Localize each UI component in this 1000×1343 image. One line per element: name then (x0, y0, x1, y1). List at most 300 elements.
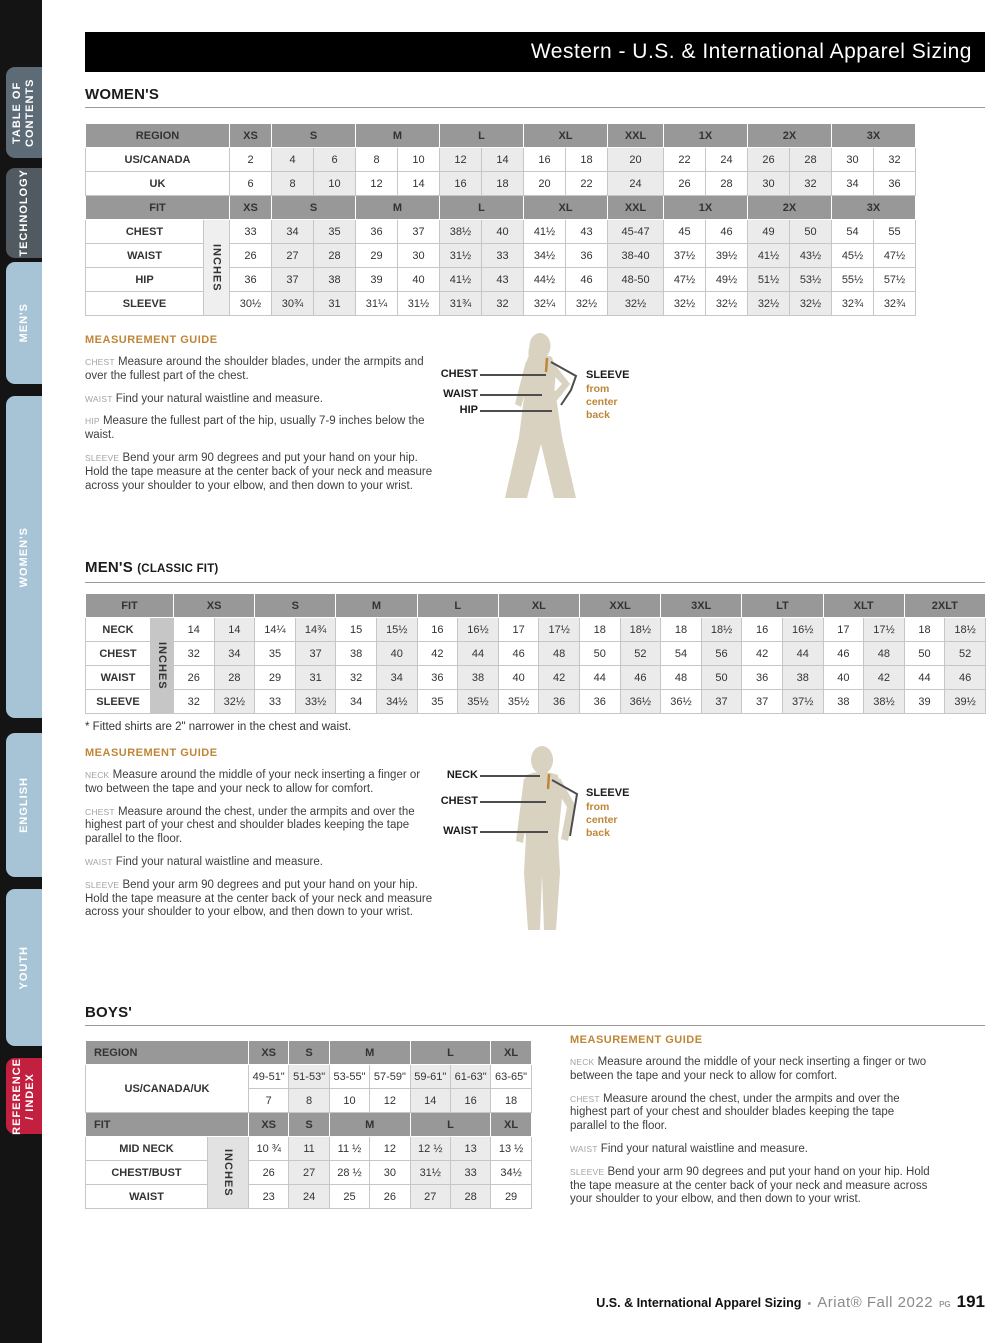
size-group-header: M (336, 594, 417, 618)
size-cell: 17½ (539, 618, 580, 642)
row-label: US/CANADA (86, 148, 230, 172)
sleeve-note-line: from (586, 801, 610, 813)
sleeve-note-line: center (586, 814, 618, 826)
size-cell: 22 (664, 148, 706, 172)
size-cell: 36 (230, 268, 272, 292)
size-cell: 48 (539, 642, 580, 666)
size-cell: 38½ (864, 690, 905, 714)
figure-label: NECK (446, 769, 478, 781)
sleeve-note (586, 383, 618, 422)
size-cell: 33 (230, 220, 272, 244)
sidebar-tab-men-s (6, 262, 42, 384)
size-cell: 32½ (566, 292, 608, 316)
sidebar (0, 0, 42, 1343)
size-cell: 29 (491, 1185, 531, 1209)
measurement-term: WAIST (570, 1143, 598, 1154)
size-group-header: XL (524, 196, 608, 220)
sidebar-tab-table-of-contents (6, 67, 42, 158)
measurement-term: SLEEVE (570, 1166, 605, 1177)
size-cell: 40 (398, 268, 440, 292)
sleeve-label: SLEEVE (586, 787, 630, 799)
size-cell: 32 (336, 666, 377, 690)
size-cell: 30 (398, 244, 440, 268)
size-group-header: L (440, 196, 524, 220)
figure-label: CHEST (440, 795, 478, 807)
size-cell: 34 (214, 642, 255, 666)
sleeve-label: SLEEVE (586, 369, 630, 381)
size-cell: 47½ (664, 268, 706, 292)
size-cell: 32 (174, 690, 215, 714)
table-row (86, 220, 916, 244)
measurement-term: HIP (85, 416, 100, 427)
size-group-header: XXL (608, 124, 664, 148)
table-row (86, 618, 986, 642)
size-cell: 18½ (620, 618, 661, 642)
row-label: NECK (86, 618, 151, 642)
size-cell: 27 (289, 1161, 329, 1185)
size-cell: 16½ (782, 618, 823, 642)
size-cell: 48-50 (608, 268, 664, 292)
table-row (86, 148, 916, 172)
size-cell: 11 ½ (329, 1137, 369, 1161)
page-footer (596, 1292, 985, 1312)
size-cell: 18 (482, 172, 524, 196)
size-cell: 28 (790, 148, 832, 172)
size-cell: 44 (458, 642, 499, 666)
size-cell: 31 (314, 292, 356, 316)
size-cell: 48 (661, 666, 702, 690)
measurement-guide-item: CHEST Measure around the chest, under the armpits and over the highest part of your chest and shoulder blades keeping the tape parallel to the floor. (570, 1092, 900, 1133)
table-section-header: FIT (86, 196, 230, 220)
table-row (86, 172, 916, 196)
footer-page-number: 191 (956, 1292, 985, 1311)
boys-measurement-guide (570, 1034, 930, 1216)
table-header-row (86, 1113, 532, 1137)
size-cell: 12 (356, 172, 398, 196)
size-cell: 43 (482, 268, 524, 292)
size-group-header: XL (524, 124, 608, 148)
row-label: UK (86, 172, 230, 196)
footer-bullet: • (807, 1298, 812, 1310)
size-cell: 29 (356, 244, 398, 268)
size-cell: 52 (620, 642, 661, 666)
figure-label: HIP (459, 404, 478, 416)
size-group-header: L (410, 1041, 491, 1065)
size-cell: 45 (664, 220, 706, 244)
sidebar-tab-reference-index (6, 1058, 42, 1134)
measurement-term: SLEEVE (85, 879, 120, 890)
size-cell: 32½ (748, 292, 790, 316)
size-cell: 36½ (661, 690, 702, 714)
size-cell: 46 (498, 642, 539, 666)
size-group-header: XS (249, 1041, 289, 1065)
size-group-header: M (329, 1113, 410, 1137)
size-cell: 33 (450, 1161, 490, 1185)
section-title-womens: WOMEN'S (85, 86, 160, 103)
measurement-term: NECK (570, 1057, 595, 1067)
size-cell: 31¾ (440, 292, 482, 316)
size-group-header: M (329, 1041, 410, 1065)
size-cell: 39 (904, 690, 945, 714)
size-cell: 20 (524, 172, 566, 196)
size-cell: 25 (329, 1185, 369, 1209)
measurement-guide-item: SLEEVE Bend your arm 90 degrees and put your hand on your hip. Hold the tape measure at the center back of your neck and measure across your shoulder to your elbow, and then down to your wrist. (570, 1165, 930, 1206)
size-cell: 14¾ (295, 618, 336, 642)
measurement-term: CHEST (85, 806, 115, 817)
table-header-row (86, 594, 986, 618)
size-cell: 48 (864, 642, 905, 666)
size-cell: 42 (417, 642, 458, 666)
table-section-header: REGION (86, 124, 230, 148)
size-cell: 36 (356, 220, 398, 244)
size-cell: 35 (255, 642, 296, 666)
center-back-tick (548, 774, 549, 789)
size-group-header: S (289, 1041, 329, 1065)
size-cell: 4 (272, 148, 314, 172)
sidebar-tab-women-s (6, 396, 42, 718)
size-cell: 20 (608, 148, 664, 172)
size-cell: 59-61" (410, 1065, 450, 1089)
measurement-guide-item: SLEEVE Bend your arm 90 degrees and put your hand on your hip. Hold the tape measure at the center back of your neck and measure across your shoulder to your elbow, and then down to your wrist. (85, 451, 433, 492)
size-cell: 44 (904, 666, 945, 690)
size-cell: 37 (272, 268, 314, 292)
size-group-header: 1X (664, 124, 748, 148)
size-cell: 51½ (748, 268, 790, 292)
size-group-header: S (272, 196, 356, 220)
measurement-guide-item: NECK Measure around the middle of your neck inserting a finger or two between the tape and your neck to allow for comfort. (85, 769, 421, 795)
measurement-guide-item: WAIST Find your natural waistline and measure. (570, 1142, 808, 1155)
measurement-guide-item: CHEST Measure around the chest, under the armpits and over the highest part of your chest and shoulder blades keeping the tape parallel to the floor. (85, 805, 415, 846)
row-label: WAIST (86, 666, 151, 690)
size-cell: 37 (742, 690, 783, 714)
size-group-header: 2X (748, 196, 832, 220)
size-cell: 57-59" (370, 1065, 410, 1089)
row-label: WAIST (86, 1185, 208, 1209)
measurement-term: WAIST (85, 393, 113, 404)
size-cell: 26 (249, 1161, 289, 1185)
size-cell: 36 (539, 690, 580, 714)
measurement-guide-item: SLEEVE Bend your arm 90 degrees and put your hand on your hip. Hold the tape measure at the center back of your neck and measure across your shoulder to your elbow, and then down to your wrist. (85, 878, 433, 919)
size-cell: 36 (566, 244, 608, 268)
sleeve-note-line: back (586, 827, 610, 839)
size-cell: 32¾ (832, 292, 874, 316)
size-cell: 30¾ (272, 292, 314, 316)
size-cell: 16 (524, 148, 566, 172)
row-label: MID NECK (86, 1137, 208, 1161)
mens-size-table (85, 593, 986, 714)
size-cell: 45½ (832, 244, 874, 268)
size-cell: 26 (230, 244, 272, 268)
footer-pg-label: PG (939, 1300, 951, 1309)
measurement-term: CHEST (570, 1093, 600, 1104)
size-group-header: 2XLT (904, 594, 985, 618)
size-cell: 49½ (706, 268, 748, 292)
table-header-row (86, 124, 916, 148)
size-cell: 18 (579, 618, 620, 642)
divider (85, 107, 985, 108)
size-cell: 11 (289, 1137, 329, 1161)
size-cell: 34½ (524, 244, 566, 268)
size-cell: 40 (823, 666, 864, 690)
size-cell: 18½ (701, 618, 742, 642)
size-cell: 32½ (664, 292, 706, 316)
size-cell: 43 (566, 220, 608, 244)
size-cell: 6 (314, 148, 356, 172)
size-cell: 18 (491, 1089, 531, 1113)
size-cell: 46 (945, 666, 986, 690)
measurement-guide-title: MEASUREMENT GUIDE (570, 1034, 703, 1046)
size-cell: 27 (272, 244, 314, 268)
sidebar-tab-label: MEN'S (17, 303, 30, 343)
size-group-header: XL (498, 594, 579, 618)
size-cell: 32¾ (874, 292, 916, 316)
sidebar-tab-youth (6, 889, 42, 1046)
size-cell: 13 ½ (491, 1137, 531, 1161)
measurement-term: CHEST (85, 357, 115, 367)
size-cell: 2 (230, 148, 272, 172)
size-cell: 32½ (790, 292, 832, 316)
womens-size-table (85, 123, 916, 316)
table-header-row (86, 196, 916, 220)
size-cell: 22 (566, 172, 608, 196)
size-cell: 18 (566, 148, 608, 172)
size-cell: 34 (336, 690, 377, 714)
size-group-header: S (272, 124, 356, 148)
size-cell: 32 (790, 172, 832, 196)
size-cell: 28 (706, 172, 748, 196)
size-cell: 50 (701, 666, 742, 690)
section-title-mens-main: MEN'S (85, 559, 133, 576)
size-cell: 14 (482, 148, 524, 172)
size-cell: 35½ (498, 690, 539, 714)
measurement-guide-item: CHEST Measure around the shoulder blades, under the armpits and over the fullest part of the chest. (85, 356, 424, 382)
size-group-header: M (356, 196, 440, 220)
size-cell: 28 (450, 1185, 490, 1209)
measurement-term: NECK (85, 770, 110, 780)
table-header-row (86, 1041, 532, 1065)
measurement-guide-item: WAIST Find your natural waistline and measure. (85, 392, 323, 405)
sidebar-tab-technology (6, 168, 42, 258)
size-cell: 37½ (664, 244, 706, 268)
size-group-header: XL (491, 1113, 531, 1137)
size-cell: 16½ (458, 618, 499, 642)
row-label: US/CANADA/UK (86, 1065, 249, 1113)
size-cell: 13 (450, 1137, 490, 1161)
sleeve-note-line: from (586, 383, 610, 395)
sidebar-tab-label: ENGLISH (17, 777, 30, 833)
size-cell: 46 (566, 268, 608, 292)
size-cell: 42 (742, 642, 783, 666)
row-label: CHEST/BUST (86, 1161, 208, 1185)
size-cell: 38 (336, 642, 377, 666)
size-cell: 44 (579, 666, 620, 690)
size-cell: 30 (832, 148, 874, 172)
sidebar-tab-english (6, 733, 42, 877)
size-cell: 37 (701, 690, 742, 714)
inches-label: INCHES (151, 618, 174, 714)
boys-size-table (85, 1040, 532, 1209)
size-cell: 10 (314, 172, 356, 196)
mens-measurement-guide (85, 747, 437, 929)
size-cell: 32¼ (524, 292, 566, 316)
womens-measurement-guide (85, 334, 437, 502)
size-cell: 16 (450, 1089, 490, 1113)
size-cell: 38-40 (608, 244, 664, 268)
size-cell: 38 (314, 268, 356, 292)
size-cell: 36 (417, 666, 458, 690)
size-cell: 26 (748, 148, 790, 172)
size-cell: 14 (410, 1089, 450, 1113)
size-cell: 34 (376, 666, 417, 690)
size-cell: 16 (742, 618, 783, 642)
size-cell: 51-53" (289, 1065, 329, 1089)
section-title-mens-suffix: (CLASSIC FIT) (137, 563, 219, 575)
measurement-guide-item: WAIST Find your natural waistline and measure. (85, 855, 323, 868)
size-cell: 31½ (410, 1161, 450, 1185)
size-cell: 28 (314, 244, 356, 268)
size-cell: 38 (458, 666, 499, 690)
size-cell: 41½ (440, 268, 482, 292)
size-group-header: L (410, 1113, 491, 1137)
size-cell: 6 (230, 172, 272, 196)
size-cell: 35 (417, 690, 458, 714)
measurement-guide-item: NECK Measure around the middle of your neck inserting a finger or two between the tape and your neck to allow for comfort. (570, 1056, 927, 1082)
measurement-guide-title: MEASUREMENT GUIDE (85, 334, 218, 346)
size-cell: 54 (832, 220, 874, 244)
size-cell: 12 ½ (410, 1137, 450, 1161)
size-cell: 40 (498, 666, 539, 690)
size-cell: 27 (410, 1185, 450, 1209)
size-cell: 50 (904, 642, 945, 666)
size-cell: 23 (249, 1185, 289, 1209)
size-group-header: L (440, 124, 524, 148)
figure-label: WAIST (443, 825, 478, 837)
size-cell: 36 (874, 172, 916, 196)
size-cell: 14¼ (255, 618, 296, 642)
table-row (86, 1065, 532, 1089)
size-cell: 39½ (706, 244, 748, 268)
size-cell: 49 (748, 220, 790, 244)
size-cell: 24 (608, 172, 664, 196)
size-cell: 39 (356, 268, 398, 292)
size-cell: 35½ (458, 690, 499, 714)
mens-figure (420, 743, 700, 938)
size-cell: 38 (782, 666, 823, 690)
size-cell: 47½ (874, 244, 916, 268)
measurement-term: WAIST (85, 856, 113, 867)
size-cell: 17 (498, 618, 539, 642)
size-cell: 8 (356, 148, 398, 172)
size-cell: 33 (482, 244, 524, 268)
size-cell: 29 (255, 666, 296, 690)
size-cell: 12 (440, 148, 482, 172)
row-label: WAIST (86, 244, 204, 268)
size-cell: 41½ (748, 244, 790, 268)
page-title: Western - U.S. & International Apparel Sizing (530, 40, 972, 63)
size-cell: 26 (664, 172, 706, 196)
size-cell: 14 (398, 172, 440, 196)
size-cell: 12 (370, 1137, 410, 1161)
size-group-header: XS (230, 124, 272, 148)
size-cell: 53½ (790, 268, 832, 292)
size-group-header: 3XL (661, 594, 742, 618)
size-cell: 24 (706, 148, 748, 172)
measurement-guide-item: HIP Measure the fullest part of the hip, usually 7-9 inches below the waist. (85, 415, 425, 442)
table-section-header: FIT (86, 1113, 249, 1137)
size-cell: 45-47 (608, 220, 664, 244)
size-cell: 46 (620, 666, 661, 690)
size-cell: 55½ (832, 268, 874, 292)
size-cell: 42 (539, 666, 580, 690)
size-cell: 36½ (620, 690, 661, 714)
size-group-header: M (356, 124, 440, 148)
size-cell: 38½ (440, 220, 482, 244)
size-cell: 46 (706, 220, 748, 244)
size-cell: 31¼ (356, 292, 398, 316)
size-group-header: XL (491, 1041, 531, 1065)
size-group-header: XLT (823, 594, 904, 618)
size-cell: 10 (329, 1089, 369, 1113)
size-cell: 18 (661, 618, 702, 642)
size-cell: 37½ (782, 690, 823, 714)
size-cell: 32½ (706, 292, 748, 316)
size-cell: 53-55" (329, 1065, 369, 1089)
table-row (86, 690, 986, 714)
table-row (86, 642, 986, 666)
size-cell: 8 (289, 1089, 329, 1113)
size-group-header: XS (174, 594, 255, 618)
size-cell: 14 (214, 618, 255, 642)
size-cell: 31½ (398, 292, 440, 316)
fitted-shirts-footnote: * Fitted shirts are 2" narrower in the chest and waist. (85, 721, 352, 733)
size-cell: 35 (314, 220, 356, 244)
size-cell: 34½ (491, 1161, 531, 1185)
size-cell: 42 (864, 666, 905, 690)
table-section-header: REGION (86, 1041, 249, 1065)
size-cell: 55 (874, 220, 916, 244)
table-row (86, 1137, 532, 1161)
size-cell: 34 (832, 172, 874, 196)
female-silhouette (420, 332, 700, 512)
size-cell: 24 (289, 1185, 329, 1209)
size-cell: 16 (440, 172, 482, 196)
figure-label: WAIST (443, 388, 478, 400)
size-cell: 46 (823, 642, 864, 666)
size-cell: 30 (370, 1161, 410, 1185)
size-cell: 36 (579, 690, 620, 714)
size-cell: 39½ (945, 690, 986, 714)
size-cell: 40 (482, 220, 524, 244)
size-cell: 37 (398, 220, 440, 244)
sleeve-note (586, 801, 618, 840)
measurement-guide-title: MEASUREMENT GUIDE (85, 747, 218, 759)
center-back-tick (546, 358, 547, 372)
inches-label: INCHES (204, 220, 230, 316)
sidebar-tab-label: REFERENCE / INDEX (11, 1057, 36, 1135)
size-cell: 54 (661, 642, 702, 666)
size-cell: 31 (295, 666, 336, 690)
size-cell: 32½ (608, 292, 664, 316)
page-header-bar (85, 32, 985, 72)
size-cell: 36 (742, 666, 783, 690)
sidebar-tab-label: TABLE OF CONTENTS (11, 78, 36, 147)
size-cell: 15½ (376, 618, 417, 642)
inches-label: INCHES (208, 1137, 249, 1209)
size-cell: 43½ (790, 244, 832, 268)
size-cell: 8 (272, 172, 314, 196)
footer-brand: Ariat® Fall 2022 (817, 1294, 934, 1311)
row-label: CHEST (86, 642, 151, 666)
